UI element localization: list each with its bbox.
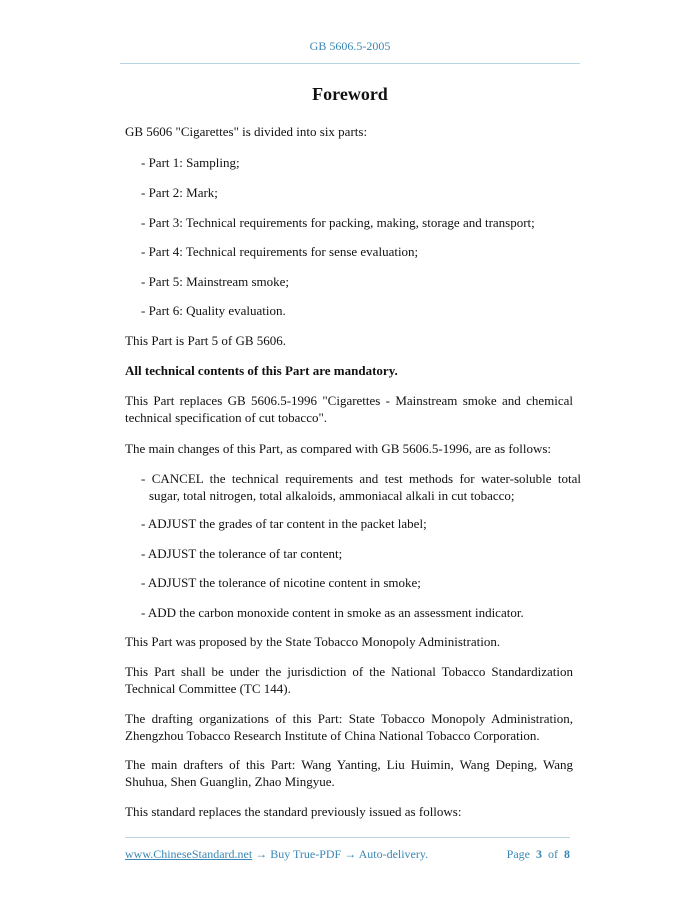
page-total: 8	[564, 847, 570, 861]
header-doc-code: GB 5606.5-2005	[309, 39, 391, 53]
website-link[interactable]: www.ChineseStandard.net	[125, 847, 253, 861]
list-item: - Part 3: Technical requirements for packing, making, storage and transport;	[141, 215, 535, 230]
page-label: Page	[506, 847, 530, 861]
paragraph: GB 5606 "Cigarettes" is divided into six parts:	[125, 124, 368, 139]
list-item: - ADJUST the grades of tar content in the packet label;	[141, 516, 427, 531]
list-item: - Part 5: Mainstream smoke;	[141, 274, 290, 289]
list-item: - ADD the carbon monoxide content in smoke as an assessment indicator.	[141, 605, 524, 620]
list-item: - ADJUST the tolerance of nicotine content in smoke;	[141, 575, 421, 590]
mandatory-statement: All technical contents of this Part are mandatory.	[125, 363, 398, 378]
list-item: - Part 6: Quality evaluation.	[141, 303, 286, 318]
paragraph: This Part shall be under the jurisdiction of the National Tobacco Standardization Technical Committee (TC 144).	[125, 664, 573, 696]
list-item: - Part 2: Mark;	[141, 185, 218, 200]
paragraph: This standard replaces the standard previously issued as follows:	[125, 804, 462, 819]
list-item: - Part 4: Technical requirements for sense evaluation;	[141, 244, 419, 259]
paragraph: The main drafters of this Part: Wang Yanting, Liu Huimin, Wang Deping, Wang Shuhua, Shen Guanglin, Zhao Mingyue.	[125, 757, 573, 789]
list-item: - Part 1: Sampling;	[141, 155, 240, 170]
paragraph: This Part replaces GB 5606.5-1996 "Cigarettes - Mainstream smoke and chemical technical specification of cut tobacco".	[125, 393, 573, 425]
paragraph: The main changes of this Part, as compared with GB 5606.5-1996, are as follows:	[125, 441, 552, 456]
page-indicator	[507, 847, 570, 862]
paragraph: This Part is Part 5 of GB 5606.	[125, 333, 287, 348]
footer-divider	[125, 837, 570, 838]
list-item: - ADJUST the tolerance of tar content;	[141, 546, 343, 561]
list-item: - CANCEL the technical requirements and test methods for water-soluble total sugar, total nitrogen, total alkaloids, ammoniacal alkali in cut tobacco;	[141, 471, 581, 503]
paragraph: This Part was proposed by the State Tobacco Monopoly Administration.	[125, 634, 501, 649]
footer-left	[125, 847, 428, 862]
of-label: of	[548, 847, 558, 861]
paragraph: The drafting organizations of this Part: State Tobacco Monopoly Administration, Zhengzhou Tobacco Research Institute of China National Tobacco Corporation.	[125, 711, 573, 743]
page-title: Foreword	[312, 84, 388, 104]
page-current: 3	[536, 847, 542, 861]
footer-promo: → Buy True-PDF → Auto-delivery.	[252, 847, 429, 861]
header-divider	[120, 63, 580, 64]
